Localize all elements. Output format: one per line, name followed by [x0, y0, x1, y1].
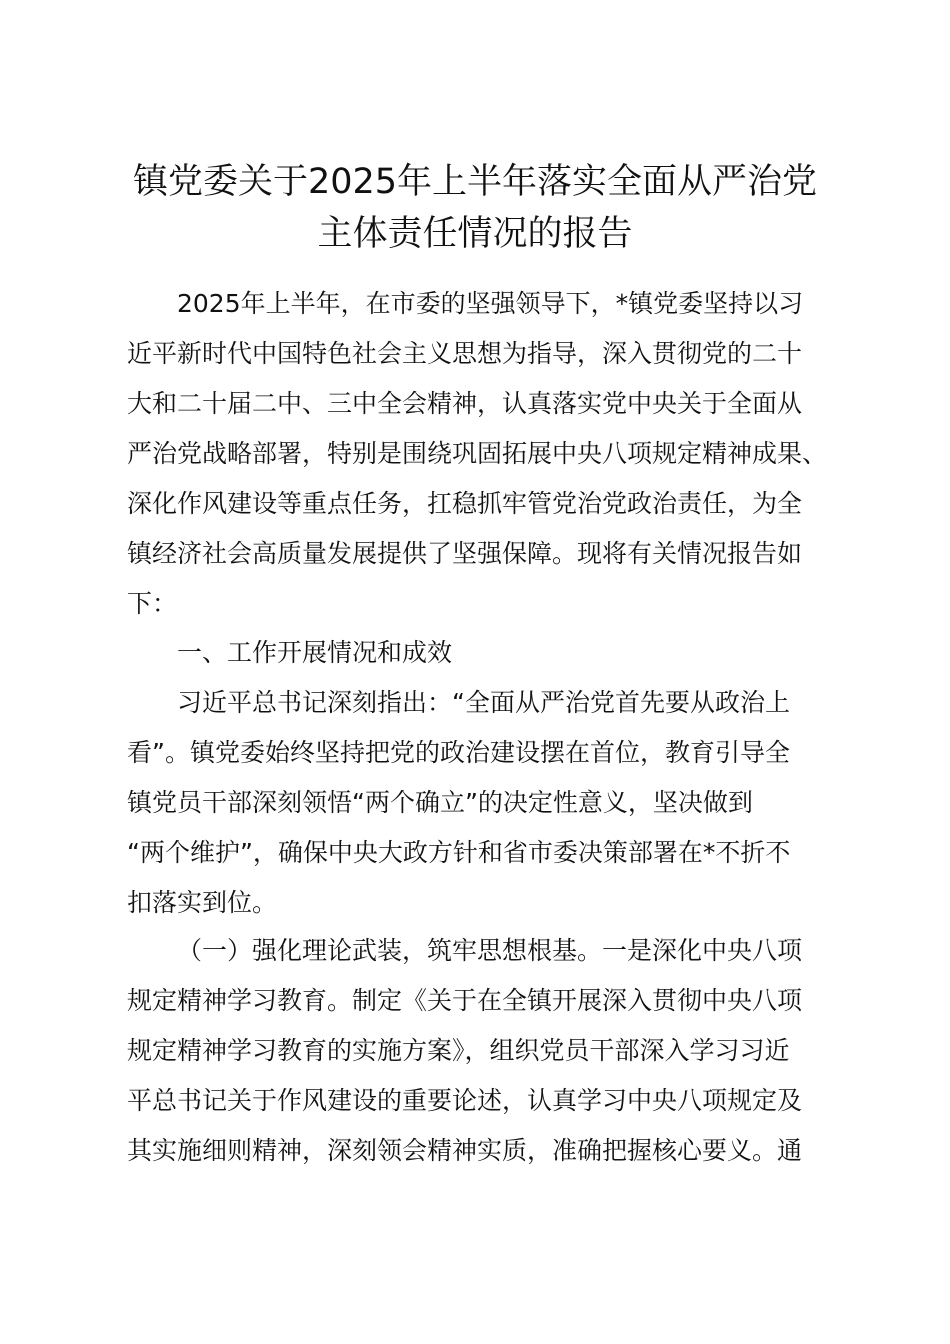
paragraph-line: “两个维护”，确保中央大政方针和省市委决策部署在*不折不 — [127, 838, 791, 867]
paragraph-line: 习近平总书记深刻指出：“全面从严治党首先要从政治上 — [177, 688, 790, 717]
section-heading: 一、工作开展情况和成效 — [177, 638, 453, 667]
paragraph-line: 大和二十届二中、三中全会精神，认真落实党中央关于全面从 — [127, 389, 803, 418]
paragraph-line: 下： — [127, 589, 178, 618]
paragraph-line: 镇经济社会高质量发展提供了坚强保障。现将有关情况报告如 — [127, 539, 803, 568]
paragraph-line: 镇党员干部深刻领悟“两个确立”的决定性意义，坚决做到 — [127, 788, 753, 817]
paragraph-line: 规定精神学习教育。制定《关于在全镇开展深入贯彻中央八项 — [127, 986, 803, 1015]
document-title-line-2: 主体责任情况的报告 — [317, 214, 633, 254]
paragraph-line: 看”。镇党委始终坚持把党的政治建设摆在首位，教育引导全 — [127, 738, 790, 767]
paragraph-line: 深化作风建设等重点任务，扛稳抓牢管党治党政治责任，为全 — [127, 489, 803, 518]
paragraph-line: 其实施细则精神，深刻领会精神实质，准确把握核心要义。通 — [127, 1136, 803, 1165]
paragraph-line: 2025年上半年，在市委的坚强领导下，*镇党委坚持以习 — [177, 289, 804, 318]
paragraph-line: 严治党战略部署，特别是围绕巩固拓展中央八项规定精神成果、 — [127, 439, 828, 468]
paragraph-line: 规定精神学习教育的实施方案》，组织党员干部深入学习习近 — [127, 1036, 790, 1065]
paragraph-line: 扣落实到位。 — [127, 888, 278, 917]
document-title-line-1: 镇党委关于2025年上半年落实全面从严治党 — [132, 162, 818, 202]
paragraph-line: （一）强化理论武装，筑牢思想根基。一是深化中央八项 — [177, 936, 803, 965]
paragraph-line: 近平新时代中国特色社会主义思想为指导，深入贯彻党的二十 — [127, 339, 803, 368]
paragraph-line: 平总书记关于作风建设的重要论述，认真学习中央八项规定及 — [127, 1086, 803, 1115]
